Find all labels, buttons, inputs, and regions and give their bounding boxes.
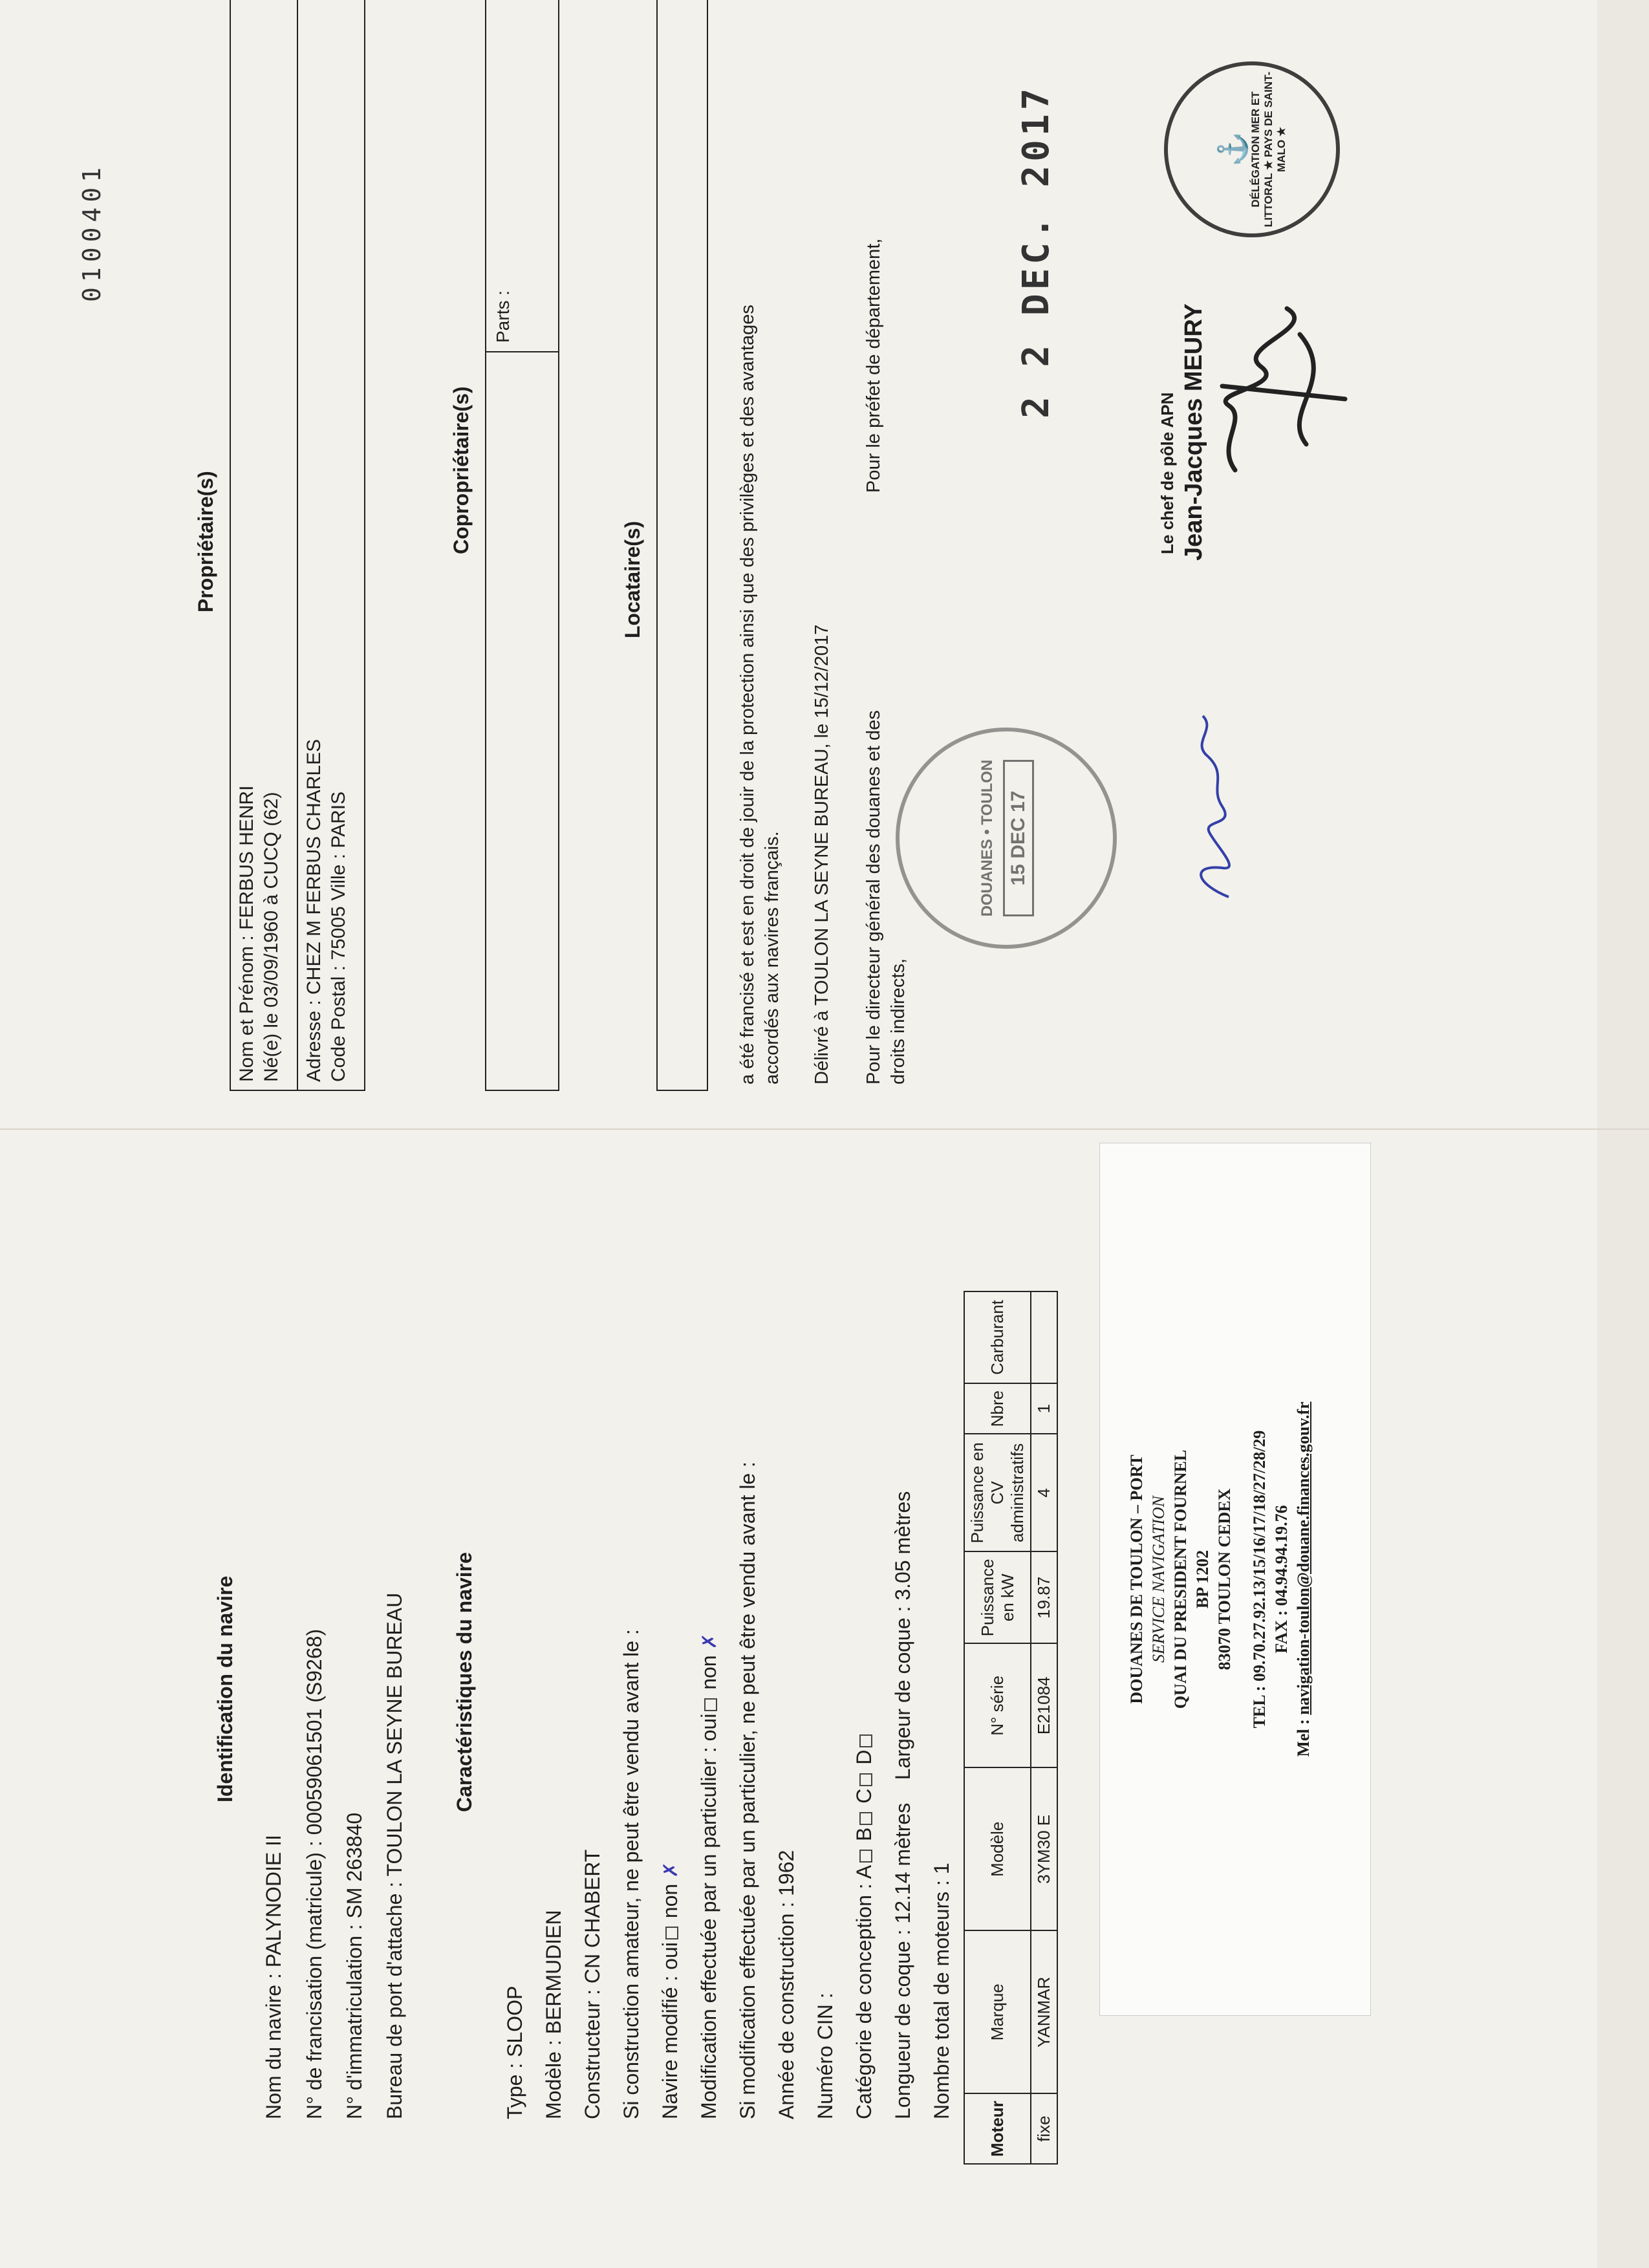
cell-nbre: 1 [1031, 1383, 1057, 1434]
checkbox-b [859, 1812, 872, 1825]
construction-amateur: Si construction amateur, ne peut être vendu avant le : [620, 1629, 643, 2119]
douanes-stamp [896, 728, 1117, 949]
cell-serie: E21084 [1031, 1643, 1057, 1767]
nombre-moteurs: Nombre total de moteurs : 1 [930, 1863, 953, 2119]
prefet-line: Pour le préfet de département, [863, 238, 884, 493]
cell-puissance-kw: 19.87 [1031, 1551, 1057, 1643]
header-modele: Modèle [964, 1767, 1031, 1930]
modification-particulier-non: non [697, 1655, 720, 1690]
locataires-title: Locataire(s) [621, 521, 644, 638]
douane-address-label [1099, 1143, 1371, 2016]
address-line: QUAI DU PRESIDENT FOURNEL [1171, 1449, 1190, 1709]
directeur-line1: Pour le directeur général des douanes et des [863, 710, 884, 1085]
francisation-line2: accordés aux navires français. [762, 831, 782, 1085]
header-moteur: Moteur [964, 2093, 1031, 2164]
address-line: 83070 TOULON CEDEX [1215, 1488, 1234, 1670]
francisation-number: N° de francisation (matricule) : 00059061501 (S9268) [303, 1628, 326, 2119]
modification-particulier [697, 1633, 721, 2119]
mel-label: Mel : [1294, 1719, 1313, 1757]
checkbox-oui [665, 1927, 678, 1939]
proprietaire-code-postal: Code Postal : 75005 Ville : PARIS [328, 791, 349, 1082]
delegation-stamp [1164, 61, 1340, 237]
checkbox-oui [704, 1698, 717, 1711]
address-line: DOUANES DE TOULON – PORT [1127, 1454, 1146, 1704]
francisation-line1: a été francisé et est en droit de jouir de la protection ainsi que des privilèges et des avantages [737, 305, 758, 1085]
table-row [1031, 1291, 1057, 2164]
parts-divider [486, 351, 558, 352]
address-fax: FAX : 04.94.94.19.76 [1272, 1505, 1291, 1654]
annee-construction: Année de construction : 1962 [775, 1850, 798, 2119]
locataires-box [656, 0, 708, 1091]
header-puissance-kw: Puissance en kW [964, 1551, 1031, 1643]
serial-number: 0100401 [78, 162, 106, 302]
categorie-c-label: C [852, 1788, 876, 1804]
moteur-table [964, 1291, 1058, 2165]
mel-address: navigation-toulon@douane.finances.gouv.fr [1294, 1401, 1313, 1715]
address-mel-line [1293, 1143, 1315, 2015]
navire-modifie [658, 1862, 682, 2119]
cell-marque: YANMAR [1031, 1930, 1057, 2093]
nom-navire: Nom du navire : PALYNODIE II [262, 1835, 285, 2119]
directeur-line2: droits indirects, [888, 958, 909, 1085]
categorie-a-label: Catégorie de conception : A [852, 1864, 876, 2119]
date-stamp: 2 2 DEC. 2017 [1015, 84, 1057, 418]
checkbox-c [859, 1773, 872, 1786]
navire-modifie-label: Navire modifié : oui [658, 1942, 682, 2119]
numero-cin: Numéro CIN : [814, 1993, 837, 2119]
bureau-port: Bureau de port d'attache : TOULON LA SEYNE BUREAU [383, 1592, 406, 2119]
douanes-stamp-date: 15 DEC 17 [1003, 760, 1034, 917]
header-nbre: Nbre [964, 1383, 1031, 1434]
checkbox-a [859, 1850, 872, 1863]
proprietaires-title: Propriétaire(s) [194, 471, 217, 612]
delegation-stamp-ring-text: DÉLÉGATION MER ET LITTORAL ★ PAYS DE SAINT-MALO ★ [1249, 71, 1288, 228]
table-header-row [964, 1291, 1031, 2164]
proprietaires-box [230, 0, 365, 1091]
cell-carburant [1031, 1291, 1057, 1383]
proprietaire-adresse-row [298, 0, 355, 1090]
modele: Modèle : BERMUDIEN [542, 1910, 565, 2119]
chef-name: Jean-Jacques MEURY [1180, 303, 1207, 561]
cell-moteur: fixe [1031, 2093, 1057, 2164]
address-line: SERVICE NAVIGATION [1149, 1496, 1168, 1663]
checkbox-d [859, 1734, 872, 1747]
navire-modifie-non: non [658, 1883, 682, 1919]
largeur-coque: Largeur de coque : 3.05 mètres [891, 1491, 914, 1780]
chef-role: Le chef de pôle APN [1158, 392, 1177, 554]
type: Type : SLOOP [503, 1985, 526, 2119]
douanes-stamp-ring-text: DOUANES • TOULON [978, 759, 996, 917]
longueur-largeur [891, 1491, 915, 2119]
cell-modele: 3YM30 E [1031, 1767, 1057, 1930]
address-tel: TEL : 09.70.27.92.13/15/16/17/18/27/28/29 [1250, 1430, 1269, 1729]
caracteristiques-title: Caractéristiques du navire [453, 1552, 476, 1812]
proprietaire-nom: Nom et Prénom : FERBUS HENRI [236, 785, 257, 1082]
customs-officer-signature [1170, 709, 1255, 903]
proprietaire-identity [231, 0, 298, 1090]
page-fold [0, 1129, 1649, 1130]
header-carburant: Carburant [964, 1291, 1031, 1383]
immatriculation: N° d'immatriculation : SM 263840 [343, 1812, 366, 2119]
delivre-line: Délivré à TOULON LA SEYNE BUREAU, le 15/12/2017 [812, 624, 832, 1085]
proprietaire-adresse: Adresse : CHEZ M FERBUS CHARLES [303, 739, 325, 1082]
anchor-icon: ⚓ [1217, 131, 1249, 167]
categorie-b-label: B [852, 1827, 876, 1841]
scan-edge [1597, 0, 1649, 2268]
identification-title: Identification du navire [213, 1575, 237, 1802]
categorie-conception [852, 1732, 876, 2119]
constructeur: Constructeur : CN CHABERT [581, 1849, 604, 2119]
address-line: BP 1202 [1193, 1550, 1212, 1609]
categorie-d-label: D [852, 1749, 876, 1765]
coproprietaires-box [485, 0, 559, 1091]
cell-puissance-cv: 4 [1031, 1434, 1057, 1551]
header-serie: N° série [964, 1643, 1031, 1767]
proprietaire-naissance: Né(e) le 03/09/1960 à CUCQ (62) [261, 792, 282, 1082]
handwritten-check-mark: ✗ [660, 1861, 682, 1878]
header-marque: Marque [964, 1930, 1031, 2093]
longueur-coque: Longueur de coque : 12.14 mètres [891, 1802, 914, 2119]
handwritten-check-mark: ✗ [699, 1633, 720, 1650]
chef-signature [1209, 289, 1352, 483]
header-puissance-cv: Puissance en CV administratifs [964, 1434, 1031, 1551]
parts-label: Parts : [493, 290, 513, 343]
si-modification: Si modification effectuée par un particulier, ne peut être vendu avant le : [736, 1462, 759, 2119]
modification-particulier-label: Modification effectuée par un particulier : oui [697, 1713, 720, 2119]
coproprietaires-title: Copropriétaire(s) [449, 386, 473, 554]
